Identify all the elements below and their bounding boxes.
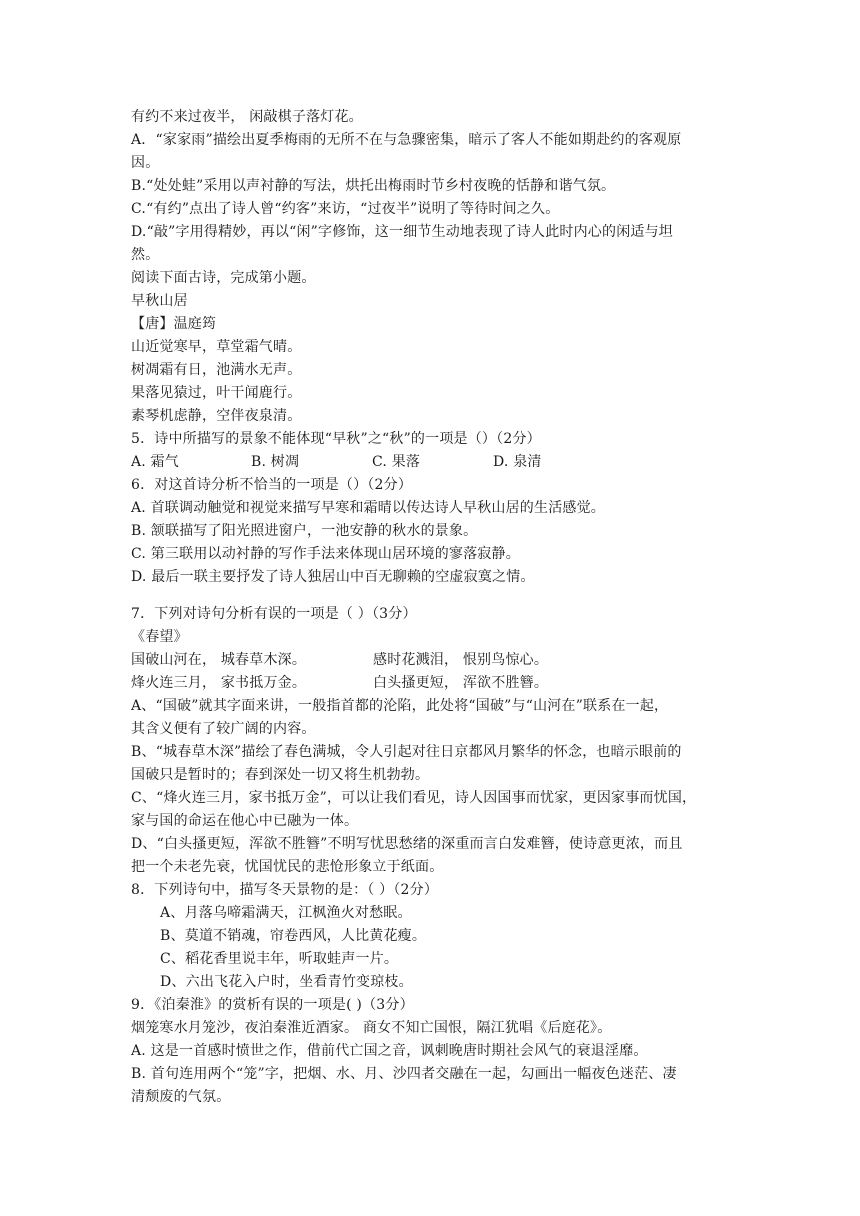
reading-instruction: 阅读下面古诗，完成第小题。 xyxy=(131,270,316,286)
question-9: 9．《泊秦淮》的赏析有误的一项是( )（3分） xyxy=(131,997,414,1013)
question-5: 5．诗中所描写的景象不能体现“早秋”之“秋”的一项是（）（2分） xyxy=(131,431,541,447)
q9-option-b-cont: 清颓废的气氛。 xyxy=(131,1089,231,1105)
q7-option-d: D、“白头搔更短，浑欲不胜簪”不明写忧思愁绪的深重而言白发难簪，使诗意更浓，而且 xyxy=(131,836,683,852)
question-8: 8．下列诗句中，描写冬天景物的是：（ ）（2分） xyxy=(131,882,439,898)
q7-option-c: C、“烽火连三月，家书抵万金”，可以让我们看见，诗人因国事而忧家，更因家事而忧国， xyxy=(131,790,697,806)
q6-option-b: B. 颔联描写了阳光照进窗户，一池安静的秋水的景象。 xyxy=(131,523,478,539)
q5-option-a: A. 霜气 xyxy=(131,454,180,470)
q7-option-b-cont: 国破只是暂时的；春到深处一切又将生机勃勃。 xyxy=(131,767,430,783)
q6-option-a: A. 首联调动触觉和视觉来描写早寒和霜晴以传达诗人早秋山居的生活感觉。 xyxy=(131,500,606,516)
q9-option-a: A. 这是一首感时愤世之作，借前代亡国之音，讽刺晚唐时期社会风气的衰退淫靡。 xyxy=(131,1043,648,1059)
q8-option-a: A、月落乌啼霜满天，江枫渔火对愁眠。 xyxy=(160,905,412,921)
option-a-cont: 因。 xyxy=(131,155,160,171)
q9-option-b: B. 首句连用两个“笼”字，把烟、水、月、沙四者交融在一起，勾画出一幅夜色迷茫、凄 xyxy=(131,1066,677,1082)
option-a: A．“家家雨”描绘出夏季梅雨的无所不在与急骤密集，暗示了客人不能如期赴约的客观原 xyxy=(131,132,682,148)
question-7: 7．下列对诗句分析有误的一项是（ ）（3分） xyxy=(131,606,417,622)
poem-line: 山近觉寒早，草堂霜气晴。 xyxy=(131,339,302,355)
q8-option-d: D、六出飞花入户时，坐看青竹变琼枝。 xyxy=(160,974,413,990)
poem-line: 树凋霜有日，池满水无声。 xyxy=(131,362,302,378)
option-d: D.“敲”字用得精妙，再以“闲”字修饰，这一细节生动地表现了诗人此时内心的闲适与坦 xyxy=(131,224,674,240)
q7-option-a-cont: 其含义便有了较广阔的内容。 xyxy=(131,721,316,737)
option-d-cont: 然。 xyxy=(131,247,160,263)
q7-option-c-cont: 家与国的命运在他心中已融为一体。 xyxy=(131,813,359,829)
q6-option-c: C. 第三联用以动衬静的写作手法来体现山居环境的寥落寂静。 xyxy=(131,546,520,562)
q5-option-d: D. 泉清 xyxy=(493,454,542,470)
poem-line: 国破山河在， 城春草木深。 xyxy=(131,652,307,668)
q7-option-d-cont: 把一个未老先衰，忧国忧民的悲怆形象立于纸面。 xyxy=(131,859,444,875)
poem-line: 烽火连三月， 家书抵万金。 xyxy=(131,675,307,691)
q6-option-d: D. 最后一联主要抒发了诗人独居山中百无聊赖的空虚寂寞之情。 xyxy=(131,569,535,585)
poem-line: 有约不来过夜半， 闲敲棋子落灯花。 xyxy=(131,109,363,125)
q5-option-b: B. 树凋 xyxy=(251,454,300,470)
q8-option-b: B、莫道不销魂，帘卷西风，人比黄花瘦。 xyxy=(160,928,427,944)
option-b: B.“处处蛙”采用以声衬静的写法，烘托出梅雨时节乡村夜晚的恬静和谐气氛。 xyxy=(131,178,616,194)
poem-title-chunwang: 《春望》 xyxy=(131,629,188,645)
poem-author: 【唐】温庭筠 xyxy=(131,316,217,332)
poem-bo-qinhuai: 烟笼寒水月笼沙，夜泊秦淮近酒家。 商女不知亡国恨，隔江犹唱《后庭花》。 xyxy=(131,1020,612,1036)
poem-line: 果落见猿过，叶干闻鹿行。 xyxy=(131,385,302,401)
poem-line: 白头搔更短， 浑欲不胜簪。 xyxy=(373,675,549,691)
poem-title: 早秋山居 xyxy=(131,293,188,309)
q7-option-b: B、“城春草木深”描绘了春色满城，令人引起对往日京都风月繁华的怀念，也暗示眼前的 xyxy=(131,744,682,760)
q7-option-a: A、“国破”就其字面来讲，一般指首都的沦陷，此处将“国破”与“山河在”联系在一起， xyxy=(131,698,669,714)
question-6: 6．对这首诗分析不恰当的一项是（）（2分） xyxy=(131,477,413,493)
q5-option-c: C. 果落 xyxy=(372,454,421,470)
q8-option-c: C、稻花香里说丰年，听取蛙声一片。 xyxy=(160,951,399,967)
option-c: C.“有约”点出了诗人曾“约客”来访，“过夜半”说明了等待时间之久。 xyxy=(131,201,560,217)
poem-line: 素琴机虑静，空伴夜泉清。 xyxy=(131,408,302,424)
poem-line: 感时花溅泪， 恨别鸟惊心。 xyxy=(373,652,549,668)
